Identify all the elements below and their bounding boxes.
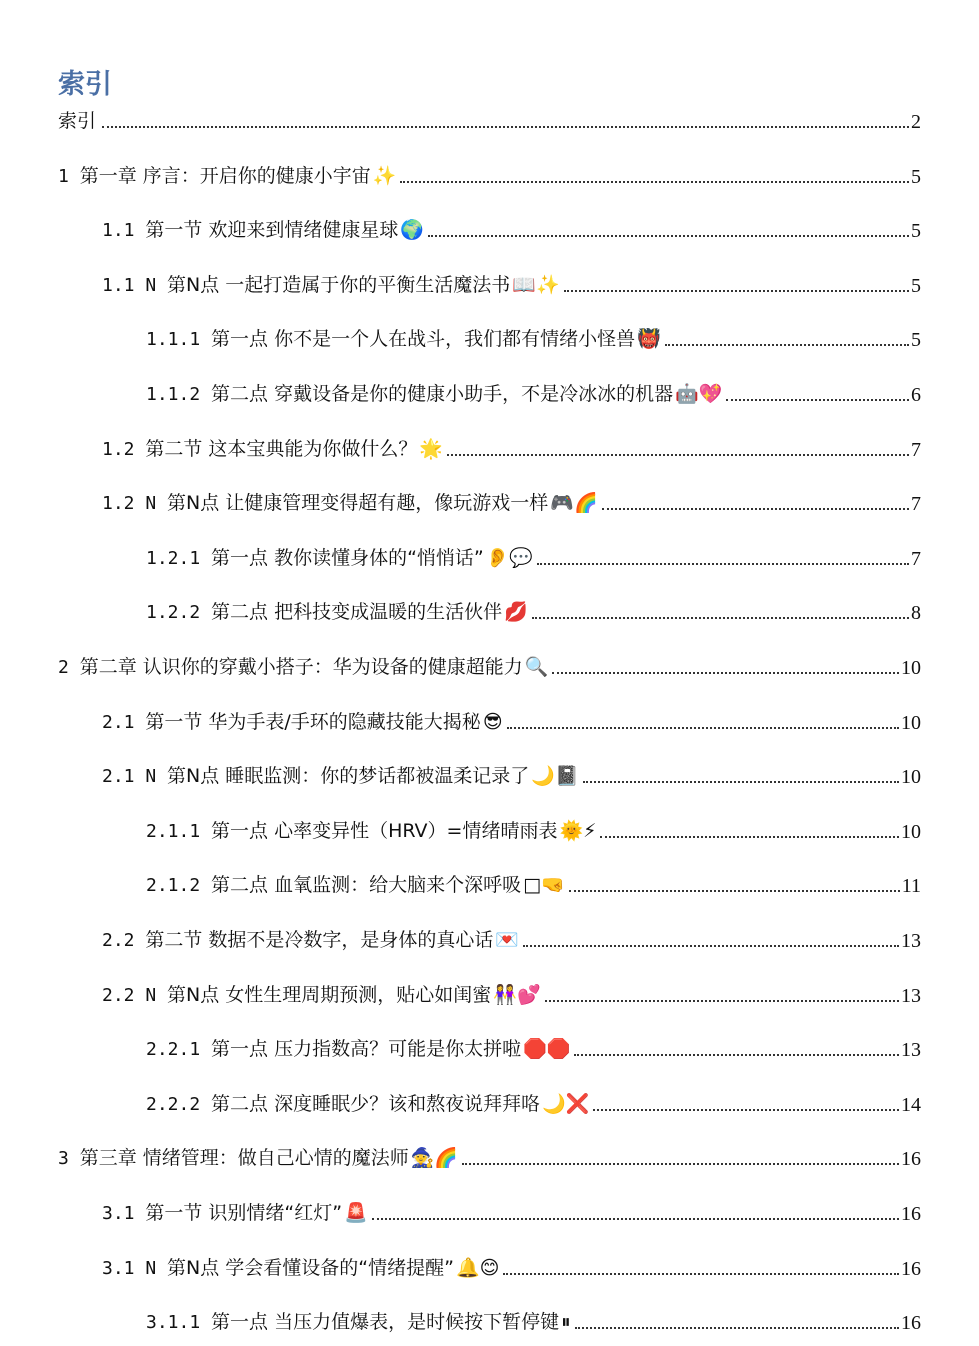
toc-entry-title	[146, 819, 596, 844]
toc-entry-page-number: 8	[911, 602, 921, 625]
toc-entry-emoji-icon: 🌞⚡	[559, 819, 597, 842]
toc-entry-text: 第二节 数据不是冷数字，是身体的真心话	[145, 929, 494, 951]
toc-entry-number: 2	[58, 657, 80, 678]
toc-entry-text: 第二点 把科技变成温暖的生活伙伴	[211, 601, 503, 624]
toc-entry-emoji-icon: 🧙🌈	[410, 1147, 459, 1170]
toc-entry-text: 第二节 这本宝典能为你做什么？	[145, 437, 418, 460]
toc-entry-title	[146, 382, 722, 407]
toc-entry[interactable]	[58, 1145, 921, 1171]
toc-entry-number: 1	[58, 165, 80, 187]
dot-leader	[462, 1163, 899, 1165]
toc-entry-number: 2.1.1	[146, 820, 212, 842]
toc-entry[interactable]	[146, 872, 921, 898]
toc-entry[interactable]	[146, 326, 921, 352]
toc-entry-page-number: 7	[911, 547, 921, 570]
toc-entry-emoji-icon: 💌	[495, 929, 520, 951]
toc-entry-emoji-icon: 💋	[504, 601, 528, 624]
toc-entry[interactable]	[146, 1036, 921, 1062]
toc-entry-number: 2.2	[102, 930, 146, 951]
toc-entry-number: 3.1.1	[146, 1312, 212, 1334]
dot-leader	[400, 181, 909, 183]
toc-entry-number: 3	[58, 1148, 80, 1170]
toc-entry-emoji-icon: ✨	[372, 164, 397, 187]
toc-entry-text: 第一章 序言：开启你的健康小宇宙	[79, 164, 371, 187]
dot-leader	[532, 617, 909, 619]
toc-entry[interactable]	[58, 163, 921, 189]
toc-entry-text: 第三章 情绪管理：做自己心情的魔法师	[79, 1147, 409, 1170]
dot-leader	[600, 836, 899, 838]
dot-leader	[537, 563, 909, 565]
toc-entry-page-number: 5	[911, 274, 921, 297]
toc-entry[interactable]	[102, 982, 921, 1008]
toc-entry-title	[102, 764, 579, 789]
toc-entry-title	[58, 109, 98, 134]
toc-entry-text: 第N点 学会看懂设备的“情绪提醒”	[167, 1256, 454, 1279]
toc-entry-text: 第一点 心率变异性（HRV）=情绪晴雨表	[211, 819, 558, 842]
toc-entry-text: 第一点 教你读懂身体的“悄悄话”	[211, 546, 484, 569]
toc-entry-emoji-icon: 📖✨	[512, 273, 560, 296]
toc-entry-title	[102, 218, 424, 243]
toc-entry-title	[58, 164, 396, 189]
toc-entry-text: 第一节 欢迎来到情绪健康星球	[145, 219, 399, 242]
toc-entry-page-number: 16	[901, 1257, 921, 1280]
dot-leader	[583, 781, 899, 783]
toc-entry-page-number: 13	[901, 1039, 921, 1062]
toc-entry[interactable]	[146, 381, 921, 407]
toc-entry-page-number: 7	[911, 493, 921, 516]
toc-entry-page-number: 16	[901, 1148, 921, 1171]
toc-entry-page-number: 6	[911, 384, 921, 406]
dot-leader	[507, 727, 899, 729]
toc-entry[interactable]	[102, 709, 921, 735]
toc-entry-emoji-icon: 🛑🛑	[523, 1038, 571, 1061]
toc-entry-emoji-icon: 🎮🌈	[550, 492, 598, 515]
dot-leader	[503, 1273, 899, 1275]
dot-leader	[545, 1000, 899, 1002]
dot-leader	[569, 890, 900, 892]
toc-entry-title	[102, 928, 519, 953]
toc-entry-text: 第二章 认识你的穿戴小搭子：华为设备的健康超能力	[79, 656, 523, 678]
toc-entry-number: 1.2.1	[146, 547, 212, 569]
toc-entry-page-number: 2	[911, 111, 921, 133]
toc-entry[interactable]	[146, 1091, 921, 1117]
toc-entry-page-number: 10	[901, 711, 921, 734]
toc-entry-page-number: 11	[901, 875, 921, 898]
toc-entry-number: 3.1 N	[102, 1257, 168, 1279]
toc-entry-text: 第N点 让健康管理变得超有趣，像玩游戏一样	[167, 492, 549, 515]
toc-entry-title	[102, 273, 560, 298]
toc-entry-page-number: 14	[901, 1093, 921, 1116]
toc-entry-text: 第一点 你不是一个人在战斗，我们都有情绪小怪兽	[211, 328, 636, 351]
toc-entry-emoji-icon: 🌟	[419, 437, 444, 460]
dot-leader	[447, 454, 909, 456]
toc-entry-title	[146, 873, 565, 898]
toc-entry-text: 第二点 血氧监测：给大脑来个深呼吸	[211, 874, 522, 897]
toc-entry-number: 2.2 N	[102, 984, 168, 1006]
toc-entry-page-number: 10	[901, 657, 921, 679]
toc-entry-number: 1.1.2	[146, 384, 212, 405]
toc-entry-text: 第一节 识别情绪“红灯”	[145, 1202, 343, 1224]
toc-entry[interactable]	[102, 272, 921, 298]
toc-entry-emoji-icon: 🤖💖	[675, 383, 723, 405]
toc-entry-page-number: 5	[911, 165, 921, 188]
dot-leader	[372, 1218, 899, 1220]
toc-entry[interactable]	[102, 763, 921, 789]
toc-entry[interactable]	[58, 654, 921, 680]
toc-entry-title	[146, 1037, 570, 1062]
toc-entry[interactable]	[102, 1255, 921, 1281]
toc-entry-title	[58, 655, 548, 680]
toc-entry-title	[146, 600, 528, 625]
dot-leader	[593, 1109, 899, 1111]
toc-entry[interactable]	[146, 1309, 921, 1335]
toc-entry-emoji-icon: 🔔😊	[455, 1256, 500, 1279]
toc-entry-emoji-icon: 🌙📓	[531, 765, 579, 788]
toc-entry-emoji-icon: 🌍	[400, 219, 425, 242]
toc-entry-text: 第N点 女性生理周期预测，贴心如闺蜜	[167, 983, 492, 1006]
toc-entry-page-number: 10	[901, 766, 921, 789]
toc-entry-number: 1.1 N	[102, 274, 168, 296]
dot-leader	[726, 399, 909, 401]
dot-leader	[564, 290, 909, 292]
dot-leader	[575, 1327, 899, 1329]
toc-entry-emoji-icon: 👂💬	[485, 546, 534, 569]
toc-heading: 索引	[58, 69, 112, 100]
toc-entry-number: 3.1	[102, 1203, 146, 1224]
toc-entry-title	[58, 1146, 458, 1171]
toc-entry-title	[102, 710, 503, 735]
toc-entry[interactable]	[102, 490, 921, 516]
toc-entry-number: 1.2	[102, 438, 146, 460]
dot-leader	[428, 235, 909, 237]
toc-entry[interactable]	[146, 818, 921, 844]
toc-entry-emoji-icon: 😎	[482, 710, 503, 733]
toc-entry-title	[102, 1201, 368, 1226]
toc-entry[interactable]	[146, 545, 921, 571]
toc-entry[interactable]	[102, 927, 921, 953]
toc-entry-number: 2.1	[102, 711, 146, 733]
toc-entry[interactable]	[146, 599, 921, 625]
toc-entry-text: 第二点 穿戴设备是你的健康小助手，不是冷冰冰的机器	[211, 383, 674, 405]
toc-entry-title	[146, 1310, 571, 1335]
toc-entry-text: 第N点 睡眠监测：你的梦话都被温柔记录了	[167, 765, 530, 788]
dot-leader	[602, 508, 909, 510]
toc-entry-page-number: 7	[911, 438, 921, 461]
toc-entry-number: 1.2 N	[102, 493, 168, 515]
toc-entry-page-number: 13	[901, 984, 921, 1007]
toc-entry-page-number: 5	[911, 220, 921, 243]
toc-entry-title	[102, 1256, 499, 1281]
toc-entry-emoji-icon: 🌙❌	[542, 1092, 590, 1115]
toc-entry-page-number: 13	[901, 930, 921, 952]
toc-entry-emoji-icon: 🚨	[344, 1202, 368, 1224]
toc-entry-number: 1.1.1	[146, 329, 212, 351]
toc-entry-number: 2.1.2	[146, 875, 212, 897]
toc-entry-emoji-icon: ⏸	[561, 1311, 571, 1334]
toc-entry-page-number: 5	[911, 329, 921, 352]
toc-entry-emoji-icon: 👹	[637, 328, 661, 351]
toc-entry-emoji-icon: 👭💕	[493, 983, 541, 1006]
toc-entry-number: 1.1	[102, 220, 146, 242]
toc-entry-number: 2.1 N	[102, 766, 168, 788]
dot-leader	[574, 1054, 899, 1056]
dot-leader	[552, 672, 899, 674]
toc-entry-page-number: 10	[901, 820, 921, 843]
toc-entry[interactable]	[102, 1200, 921, 1226]
toc-entry[interactable]	[58, 108, 921, 134]
toc-entry-title	[102, 437, 443, 462]
dot-leader	[102, 126, 909, 128]
toc-entry-number: 1.2.2	[146, 602, 212, 624]
toc-entry-text: 第二点 深度睡眠少？该和熬夜说拜拜咯	[211, 1092, 541, 1115]
toc-entry-emoji-icon: □🤜	[523, 874, 565, 897]
toc-entry-text: 第一点 压力指数高？可能是你太拼啦	[211, 1038, 522, 1061]
toc-entry-text: 第N点 一起打造属于你的平衡生活魔法书	[167, 273, 511, 296]
toc-entry-title	[102, 983, 541, 1008]
toc-entry-title	[146, 327, 661, 352]
toc-entry[interactable]	[102, 217, 921, 243]
toc-entry-page-number: 16	[901, 1203, 921, 1225]
toc-entry-title	[146, 546, 533, 571]
toc-entry-number: 2.2.1	[146, 1039, 212, 1061]
toc-entry-text: 第一节 华为手表/手环的隐藏技能大揭秘	[145, 710, 481, 733]
toc-entry-page-number: 16	[901, 1312, 921, 1335]
toc-entry[interactable]	[102, 436, 921, 462]
dot-leader	[665, 344, 909, 346]
toc-entry-text: 第一点 当压力值爆表，是时候按下暂停键	[211, 1311, 560, 1334]
toc-entry-text: 索引	[58, 110, 97, 132]
dot-leader	[523, 945, 899, 947]
toc-entry-title	[146, 1092, 589, 1117]
toc-entry-number: 2.2.2	[146, 1093, 212, 1115]
toc-entry-emoji-icon: 🔍	[524, 656, 549, 678]
toc-entry-title	[102, 491, 598, 516]
